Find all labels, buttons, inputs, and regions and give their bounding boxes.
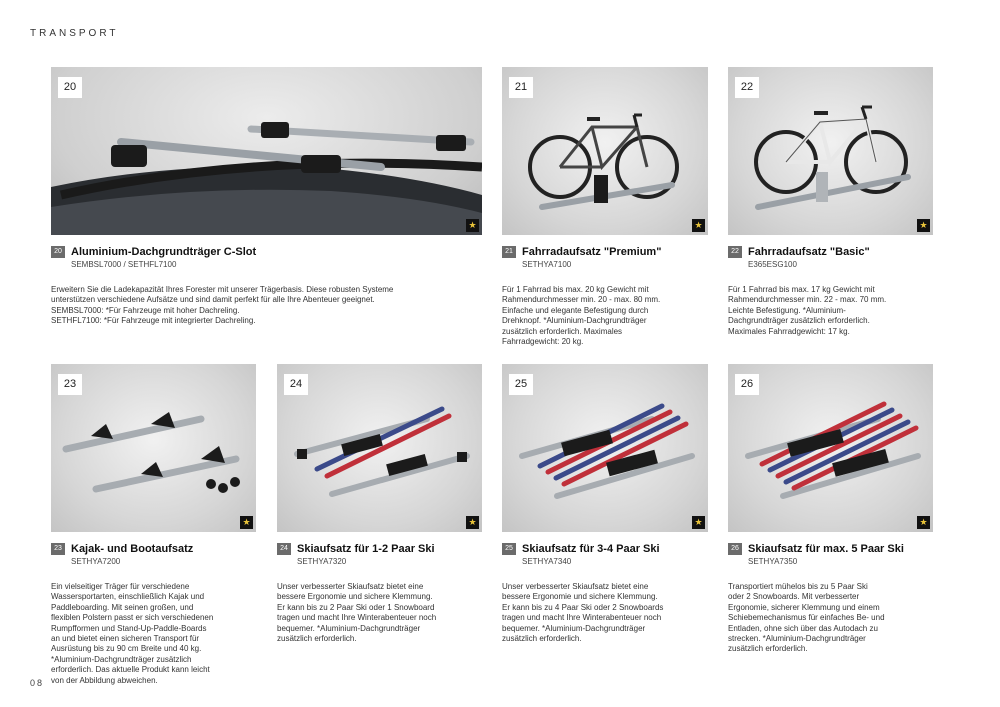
star-icon: ★ [466, 219, 479, 232]
roof-rack-icon [51, 67, 482, 235]
page-number: 08 [30, 678, 45, 688]
product-photo[interactable] [728, 67, 933, 235]
product-title: Aluminium-Dachgrundträger C-Slot [71, 246, 257, 258]
product-title: Fahrradaufsatz "Premium" [522, 246, 662, 258]
product-number-tag: 24 [277, 543, 291, 555]
product-title: Fahrradaufsatz "Basic" [748, 246, 870, 258]
product-number-badge: 20 [58, 77, 82, 98]
product-photo[interactable] [51, 67, 482, 235]
product-title: Skiaufsatz für 3-4 Paar Ski [522, 543, 660, 555]
product-code: SETHYA7340 [522, 557, 572, 566]
product-code: SEMBSL7000 / SETHFL7100 [71, 260, 177, 269]
product-card-25 [502, 364, 708, 644]
product-description: Ein vielseitiger Träger für verschiedene Wassersportarten, einschließlich Kajak und Paddleboarding. Mit seinen großen, und flexiblen Polstern passt er sich verschiedenen Rumpfformen und Stand-Up-Paddle-Boards an und bietet einen sicheren Transport für Ausrüstung bis zu 90 cm Breite und 40 kg. *Aluminium-Dachgrundträger zusätzlich erforderlich. Das aktuelle Produkt kann leicht von der Abbildung abweichen. [51, 582, 214, 685]
product-description: Für 1 Fahrrad bis max. 20 kg Gewicht mit Rahmendurchmesser min. 20 - max. 80 mm. Einfache und elegante Befestigung durch Drehknopf. *Aluminium-Dachgrundträger zusätzlich erforderlich. Maximales Fahrradgewicht: 20 kg. [502, 285, 661, 347]
product-number-badge: 21 [509, 77, 533, 98]
product-code: SETHYA7100 [522, 260, 572, 269]
product-number-tag: 20 [51, 246, 65, 258]
product-number-badge: 22 [735, 77, 759, 98]
star-icon: ★ [240, 516, 253, 529]
product-description: Für 1 Fahrrad bis max. 17 kg Gewicht mit Rahmendurchmesser min. 22 - max. 70 mm. Leichte Befestigung. *Aluminium- Dachgrundträger zusätzlich erforderlich. Maximales Fahrradgewicht: 17 kg. [728, 285, 887, 336]
product-card-22 [728, 67, 933, 337]
product-card-26 [728, 364, 933, 655]
star-icon: ★ [692, 219, 705, 232]
star-icon: ★ [466, 516, 479, 529]
product-title: Skiaufsatz für max. 5 Paar Ski [748, 543, 904, 555]
star-icon: ★ [917, 516, 930, 529]
product-card-20 [51, 67, 482, 327]
product-number-badge: 23 [58, 374, 82, 395]
star-icon: ★ [917, 219, 930, 232]
product-title: Skiaufsatz für 1-2 Paar Ski [297, 543, 435, 555]
product-photo[interactable] [51, 364, 256, 532]
product-number-badge: 26 [735, 374, 759, 395]
product-code: SETHYA7350 [748, 557, 798, 566]
product-code: SETHYA7320 [297, 557, 347, 566]
product-card-21 [502, 67, 708, 347]
product-number-tag: 25 [502, 543, 516, 555]
product-photo[interactable] [728, 364, 933, 532]
product-number-badge: 24 [284, 374, 308, 395]
product-description: Erweitern Sie die Ladekapazität Ihres Forester mit unserer Trägerbasis. Diese robusten Systeme unterstützen verschiedene Aufsätze und sind damit perfekt für alle Ihre Abenteuer geeignet. SEMBSL7000: *Für Fahrzeuge mit hoher Dachreling. SETHFL7100: *Für Fahrzeuge mit integrierter Dachreling. [51, 285, 394, 326]
product-description: Transportiert mühelos bis zu 5 Paar Ski oder 2 Snowboards. Mit verbesserter Ergonomie, sicherer Klemmung und einem Schiebemechanismus für einfaches Be- und Entladen, ohne sich über das Autodach zu strecken. *Aluminium-Dachgrundträger zusätzlich erforderlich. [728, 582, 885, 654]
product-photo[interactable] [502, 364, 708, 532]
product-number-tag: 21 [502, 246, 516, 258]
star-icon: ★ [692, 516, 705, 529]
product-number-tag: 23 [51, 543, 65, 555]
product-code: SETHYA7200 [71, 557, 121, 566]
section-header: TRANSPORT [30, 28, 119, 39]
product-photo[interactable] [277, 364, 482, 532]
product-number-badge: 25 [509, 374, 533, 395]
product-number-tag: 22 [728, 246, 742, 258]
product-title: Kajak- und Bootaufsatz [71, 543, 194, 555]
product-code: E365ESG100 [748, 260, 797, 269]
product-card-23 [51, 364, 256, 686]
product-card-24 [277, 364, 482, 644]
product-number-tag: 26 [728, 543, 742, 555]
product-description: Unser verbesserter Skiaufsatz bietet eine bessere Ergonomie und sichere Klemmung. Er kann bis zu 4 Paar Ski oder 2 Snowboards tragen und macht Ihre Winterabenteuer noch bequemer. *Aluminium-Dachgrundträger zusätzlich erforderlich. [502, 582, 664, 644]
product-photo[interactable] [502, 67, 708, 235]
product-description: Unser verbesserter Skiaufsatz bietet eine bessere Ergonomie und sichere Klemmung. Er kann bis zu 2 Paar Ski oder 1 Snowboard tragen und macht Ihre Winterabenteuer noch bequemer. *Aluminium-Dachgrundträger zusätzlich erforderlich. [277, 582, 437, 644]
